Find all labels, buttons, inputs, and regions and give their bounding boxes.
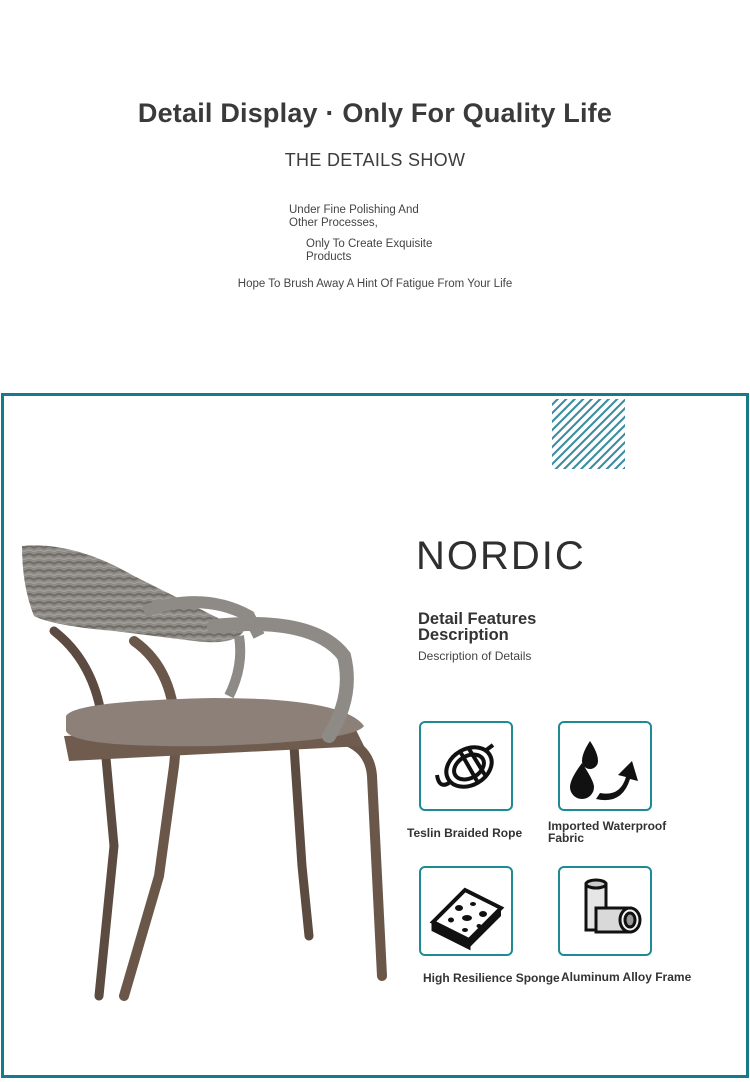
page-title: Detail Display · Only For Quality Life — [137, 98, 613, 128]
rope-icon — [421, 723, 511, 809]
water-drops-icon — [560, 723, 650, 809]
features-subheading: Description of Details — [418, 649, 532, 663]
feature-tile-frame — [558, 866, 652, 956]
brand-name: NORDIC — [416, 534, 586, 578]
aluminum-tube-icon — [560, 868, 650, 954]
intro-line-2: Only To Create Exquisite Products — [306, 238, 433, 263]
feature-tile-fabric — [558, 721, 652, 811]
chair-image — [14, 536, 394, 1006]
feature-label-frame: Aluminum Alloy Frame — [561, 970, 692, 984]
hatch-decoration — [552, 399, 625, 469]
feature-label-rope: Teslin Braided Rope — [407, 826, 523, 840]
intro-section — [0, 0, 750, 392]
sponge-icon — [421, 868, 511, 954]
feature-tile-sponge — [419, 866, 513, 956]
detail-panel — [1, 393, 749, 1078]
intro-line-1: Under Fine Polishing And Other Processes, — [289, 204, 419, 229]
features-heading: Detail Features Description — [418, 610, 537, 644]
page-subtitle: THE DETAILS SHOW — [284, 150, 466, 170]
feature-label-fabric: Imported Waterproof Fabric — [548, 819, 667, 845]
intro-line-3: Hope To Brush Away A Hint Of Fatigue From Your Life — [237, 278, 513, 290]
feature-tile-rope — [419, 721, 513, 811]
feature-label-sponge: High Resilience Sponge — [423, 971, 560, 985]
